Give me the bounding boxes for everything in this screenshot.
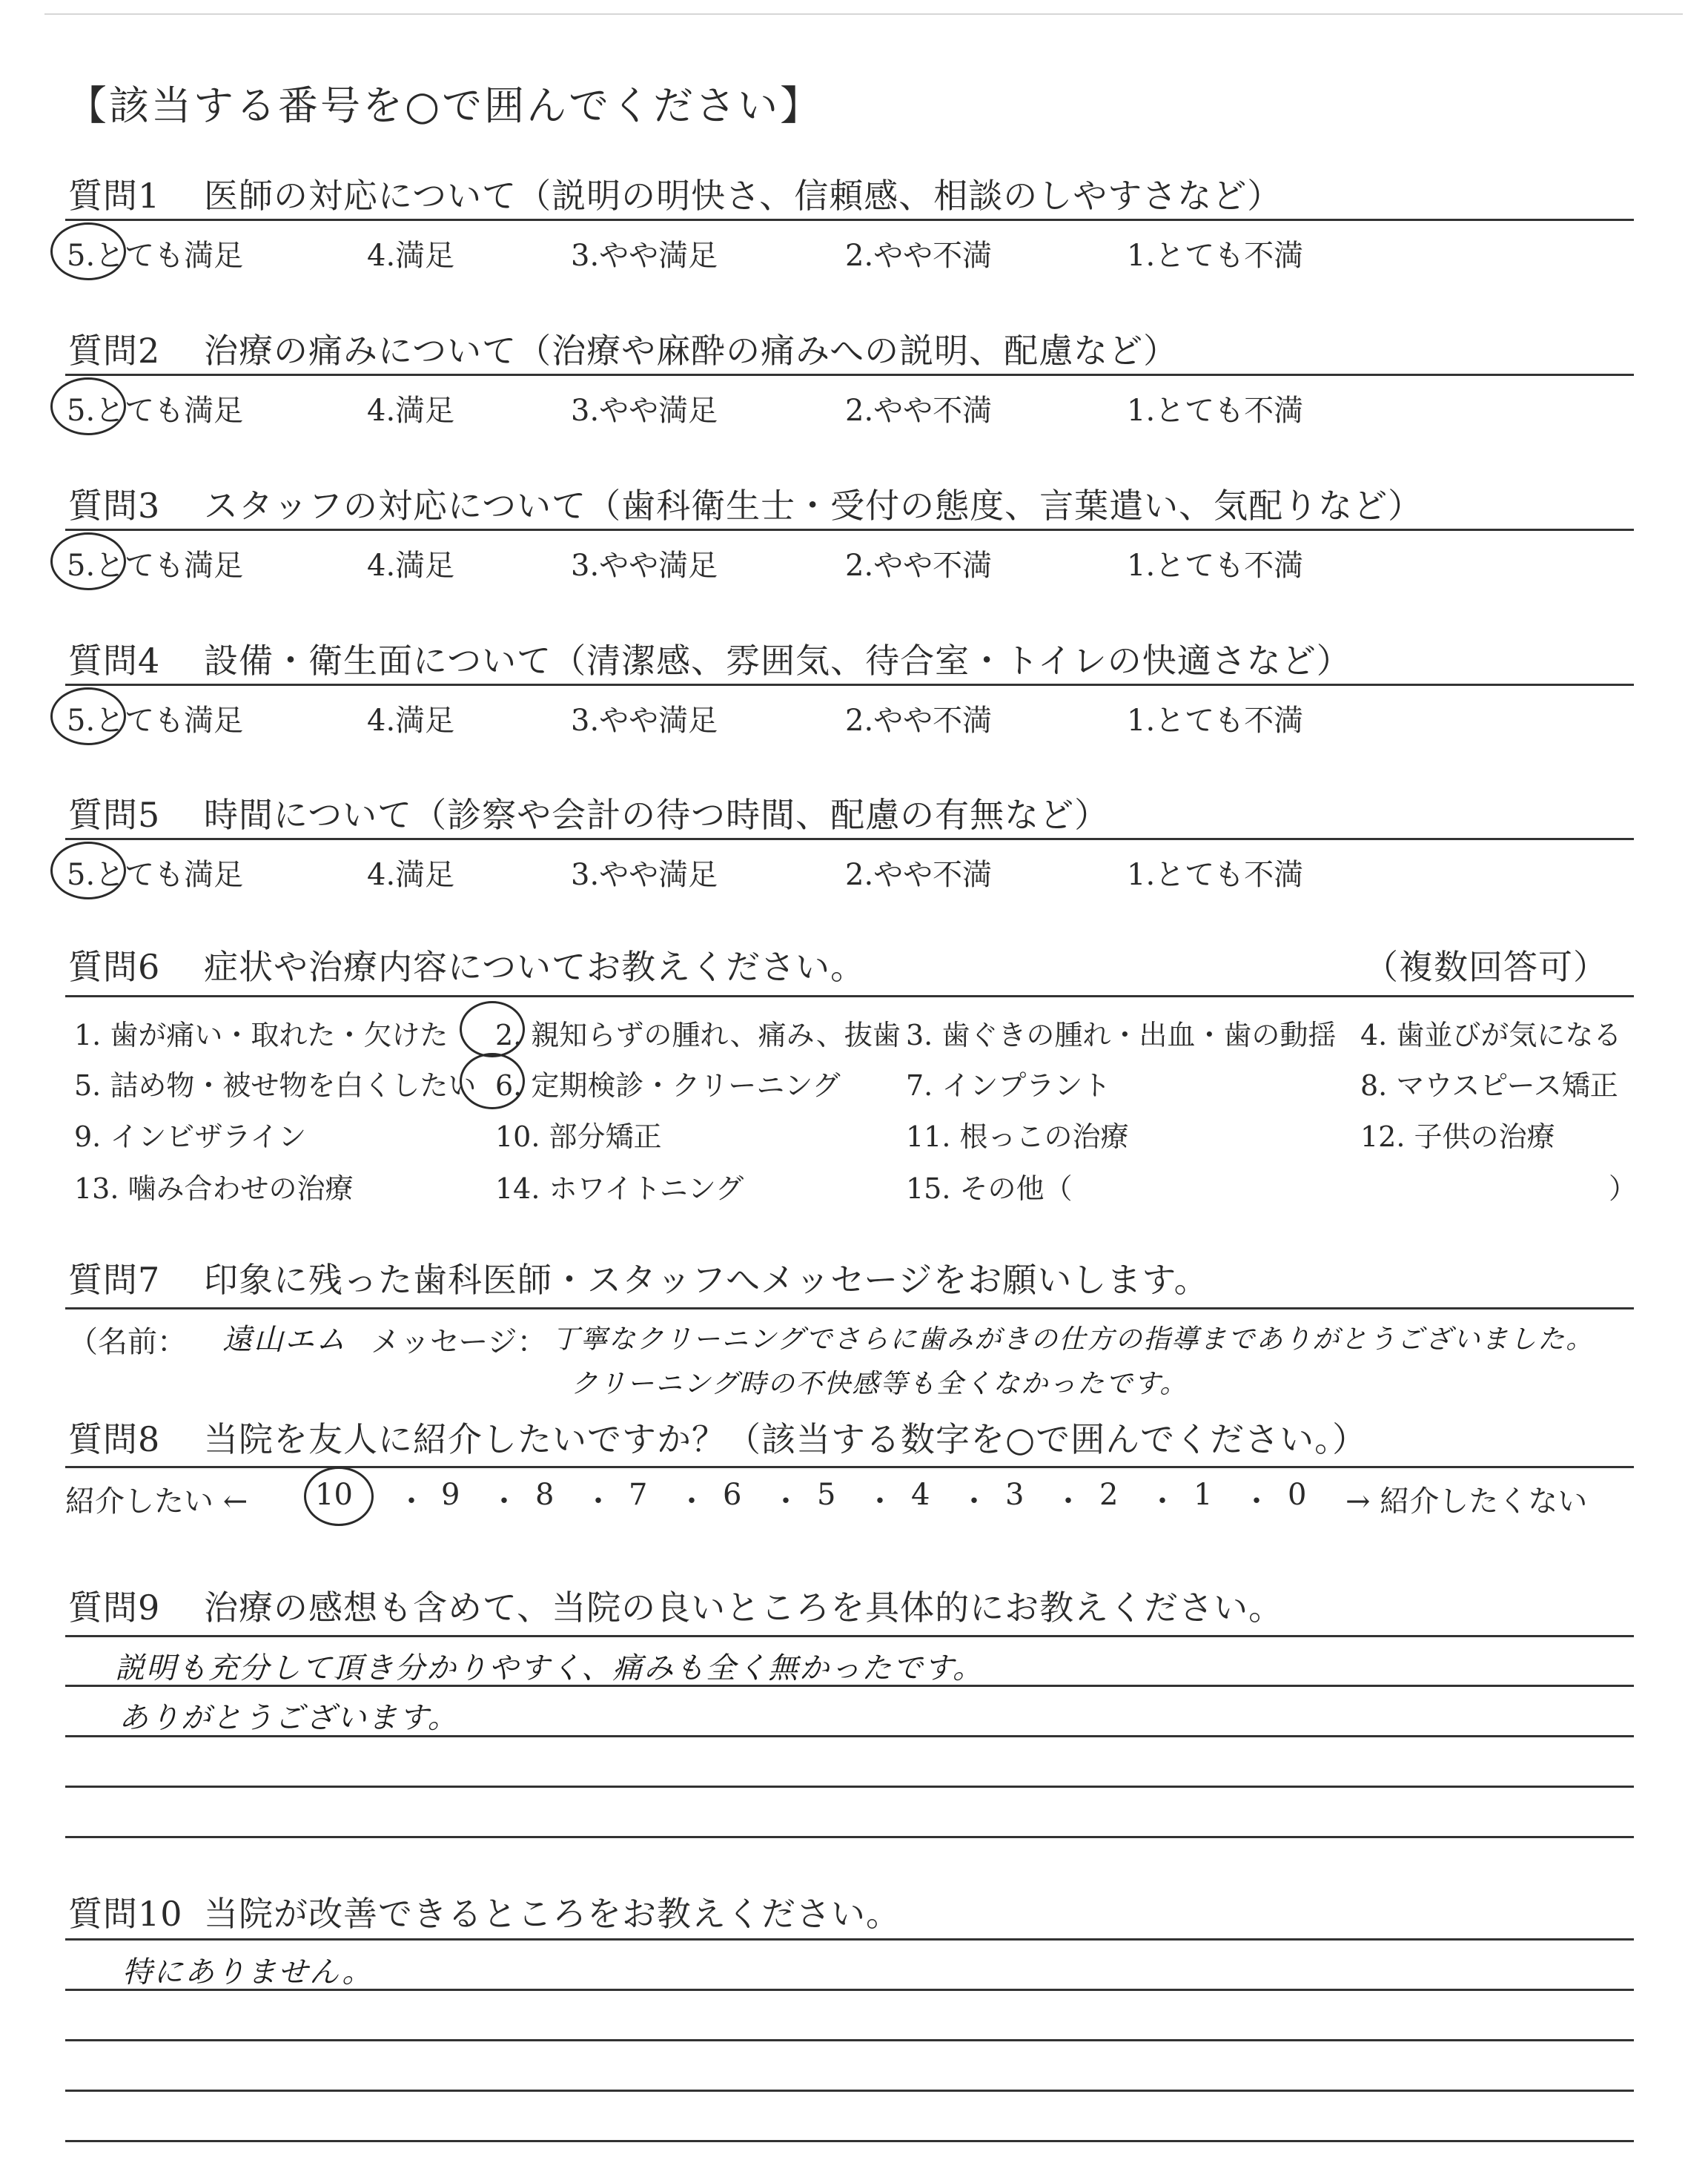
q8-scale-1[interactable]: 1 xyxy=(1194,1478,1213,1512)
q8-scale-separator: ・ xyxy=(489,1484,519,1519)
q5-option-4[interactable]: 4.満足 xyxy=(367,858,455,892)
q10-rule-1 xyxy=(65,1938,1634,1941)
q3-rule xyxy=(65,529,1634,531)
q8-scale-separator: ・ xyxy=(583,1484,613,1519)
q8-scale-separator: ・ xyxy=(397,1484,426,1519)
q4-option-5[interactable]: 5.とても満足 xyxy=(67,704,244,738)
q8-right-label: → 紹介したくない xyxy=(1345,1484,1588,1519)
scan-edge xyxy=(44,13,1683,15)
q8-scale-8[interactable]: 8 xyxy=(535,1478,555,1512)
q1-rule xyxy=(65,219,1634,221)
q8-scale-separator: ・ xyxy=(677,1484,706,1519)
q8-scale-separator: ・ xyxy=(959,1484,989,1519)
q2-option-2[interactable]: 2.やや不満 xyxy=(845,394,993,428)
q8-left-label: 紹介したい ← xyxy=(65,1484,248,1519)
q9-rule-5 xyxy=(65,1836,1634,1838)
q7-rule xyxy=(65,1307,1634,1309)
q7-message-line1: 丁寧なクリーニングでさらに歯みがきの仕方の指導までありがとうございました。 xyxy=(552,1324,1595,1355)
q7-text: 印象に残った歯科医師・スタッフへメッセージをお願いします。 xyxy=(204,1260,1209,1300)
q6-option-6[interactable]: 6. 定期検診・クリーニング xyxy=(495,1069,841,1102)
q4-text: 設備・衛生面について（清潔感、雰囲気、待合室・トイレの快適さなど） xyxy=(204,641,1351,681)
q1-answer-circle xyxy=(50,222,126,280)
q5-label: 質問5 xyxy=(68,795,161,835)
q9-answer-line1: 説明も充分して頂き分かりやすく、痛みも全く無かったです。 xyxy=(115,1651,984,1685)
q6-option-1[interactable]: 1. 歯が痛い・取れた・欠けた xyxy=(74,1019,448,1051)
q7-name-label: （名前： xyxy=(68,1325,187,1359)
q8-rule xyxy=(65,1466,1634,1468)
q5-option-5[interactable]: 5.とても満足 xyxy=(67,858,244,892)
q8-scale-4[interactable]: 4 xyxy=(911,1478,930,1512)
q2-rule xyxy=(65,374,1634,376)
q6-circle-6 xyxy=(460,1053,525,1109)
q5-option-3[interactable]: 3.やや満足 xyxy=(571,858,718,892)
q6-label: 質問6 xyxy=(68,947,161,987)
q8-scale-separator: ・ xyxy=(1242,1484,1271,1519)
q8-scale-separator: ・ xyxy=(865,1484,895,1519)
q3-option-3[interactable]: 3.やや満足 xyxy=(571,549,718,583)
q6-option-5[interactable]: 5. 詰め物・被せ物を白くしたい xyxy=(74,1069,477,1102)
form-header: 【該当する番号を○で囲んでください】 xyxy=(67,82,823,129)
q8-text: 当院を友人に紹介したいですか？（該当する数字を○で囲んでください。） xyxy=(204,1419,1368,1459)
q6-rule xyxy=(65,995,1634,997)
q10-rule-5 xyxy=(65,2140,1634,2142)
q8-scale-7[interactable]: 7 xyxy=(629,1478,648,1512)
q6-option-3[interactable]: 3. 歯ぐきの腫れ・出血・歯の動揺 xyxy=(906,1019,1337,1051)
q6-option-7[interactable]: 7. インプラント xyxy=(906,1069,1111,1102)
q10-rule-4 xyxy=(65,2090,1634,2092)
q10-answer-line1: 特にありません。 xyxy=(122,1955,374,1989)
q6-option-14[interactable]: 14. ホワイトニング xyxy=(495,1172,744,1205)
q8-scale-6[interactable]: 6 xyxy=(723,1478,742,1512)
q4-option-4[interactable]: 4.満足 xyxy=(367,704,455,738)
q1-option-3[interactable]: 3.やや満足 xyxy=(571,239,718,273)
q2-option-1[interactable]: 1.とても不満 xyxy=(1127,394,1304,428)
q8-scale-separator: ・ xyxy=(1053,1484,1083,1519)
q4-label: 質問4 xyxy=(68,641,161,681)
q1-option-5[interactable]: 5.とても満足 xyxy=(67,239,244,273)
q3-text: スタッフの対応について（歯科衛生士・受付の態度、言葉遣い、気配りなど） xyxy=(204,486,1423,526)
q1-option-4[interactable]: 4.満足 xyxy=(367,239,455,273)
q8-scale-0[interactable]: 0 xyxy=(1288,1478,1307,1512)
q7-label: 質問7 xyxy=(68,1260,161,1300)
q4-answer-circle xyxy=(50,687,126,745)
q3-option-4[interactable]: 4.満足 xyxy=(367,549,455,583)
q8-scale-separator: ・ xyxy=(1148,1484,1177,1519)
q8-scale-9[interactable]: 9 xyxy=(441,1478,460,1512)
q1-text: 医師の対応について（説明の明快さ、信頼感、相談のしやすさなど） xyxy=(204,176,1282,216)
q5-answer-circle xyxy=(50,842,126,899)
q8-scale-separator: ・ xyxy=(771,1484,801,1519)
q9-text: 治療の感想も含めて、当院の良いところを具体的にお教えください。 xyxy=(204,1588,1284,1628)
q9-label: 質問9 xyxy=(68,1588,161,1628)
q5-option-1[interactable]: 1.とても不満 xyxy=(1127,858,1304,892)
q4-option-2[interactable]: 2.やや不満 xyxy=(845,704,993,738)
q2-option-4[interactable]: 4.満足 xyxy=(367,394,455,428)
q10-text: 当院が改善できるところをお教えください。 xyxy=(204,1894,901,1934)
q4-option-3[interactable]: 3.やや満足 xyxy=(571,704,718,738)
q1-option-1[interactable]: 1.とても不満 xyxy=(1127,239,1304,273)
q3-option-1[interactable]: 1.とても不満 xyxy=(1127,549,1304,583)
q8-scale-10[interactable]: 10 xyxy=(315,1478,353,1512)
q2-text: 治療の痛みについて（治療や麻酔の痛みへの説明、配慮など） xyxy=(204,331,1179,371)
q8-answer-circle xyxy=(304,1467,374,1526)
q9-answer-line2: ありがとうございます。 xyxy=(119,1701,459,1735)
q3-option-2[interactable]: 2.やや不満 xyxy=(845,549,993,583)
q6-option-12[interactable]: 12. 子供の治療 xyxy=(1360,1120,1555,1153)
q5-text: 時間について（診察や会計の待つ時間、配慮の有無など） xyxy=(204,795,1110,835)
q2-option-5[interactable]: 5.とても満足 xyxy=(67,394,244,428)
q6-circle-2 xyxy=(460,1001,525,1057)
q6-option-10[interactable]: 10. 部分矯正 xyxy=(495,1120,662,1153)
q6-option-13[interactable]: 13. 噛み合わせの治療 xyxy=(74,1172,354,1205)
q3-label: 質問3 xyxy=(68,486,161,526)
q9-rule-1 xyxy=(65,1635,1634,1637)
q1-option-2[interactable]: 2.やや不満 xyxy=(845,239,993,273)
q10-rule-3 xyxy=(65,2039,1634,2041)
q3-option-5[interactable]: 5.とても満足 xyxy=(67,549,244,583)
q10-label: 質問10 xyxy=(68,1894,183,1934)
q2-label: 質問2 xyxy=(68,331,161,371)
q6-option-4[interactable]: 4. 歯並びが気になる xyxy=(1360,1019,1622,1051)
q8-scale-2[interactable]: 2 xyxy=(1099,1478,1119,1512)
q5-option-2[interactable]: 2.やや不満 xyxy=(845,858,993,892)
q7-message-label: メッセージ： xyxy=(371,1325,547,1359)
q9-rule-4 xyxy=(65,1786,1634,1788)
q7-name-value: 遠山エム xyxy=(222,1323,347,1357)
q6-option-2[interactable]: 2. 親知らずの腫れ、痛み、抜歯 xyxy=(495,1019,901,1051)
q3-answer-circle xyxy=(50,532,126,590)
q6-option-16: ） xyxy=(1609,1172,1638,1205)
q6-option-11[interactable]: 11. 根っこの治療 xyxy=(906,1120,1129,1153)
q2-answer-circle xyxy=(50,377,126,435)
q6-note: （複数回答可） xyxy=(1364,947,1608,987)
q1-label: 質問1 xyxy=(68,176,161,216)
q8-scale-3[interactable]: 3 xyxy=(1005,1478,1025,1512)
q7-message-line2: クリーニング時の不快感等も全くなかったです。 xyxy=(571,1369,1188,1399)
q4-option-1[interactable]: 1.とても不満 xyxy=(1127,704,1304,738)
q6-option-15[interactable]: 15. その他（ xyxy=(906,1172,1073,1205)
q6-option-9[interactable]: 9. インビザライン xyxy=(74,1120,307,1153)
q4-rule xyxy=(65,684,1634,686)
q8-scale-5[interactable]: 5 xyxy=(817,1478,836,1512)
q6-option-8[interactable]: 8. マウスピース矯正 xyxy=(1360,1069,1618,1102)
q6-text: 症状や治療内容についてお教えください。 xyxy=(204,947,866,987)
q2-option-3[interactable]: 3.やや満足 xyxy=(571,394,718,428)
q5-rule xyxy=(65,838,1634,840)
q8-label: 質問8 xyxy=(68,1419,161,1459)
